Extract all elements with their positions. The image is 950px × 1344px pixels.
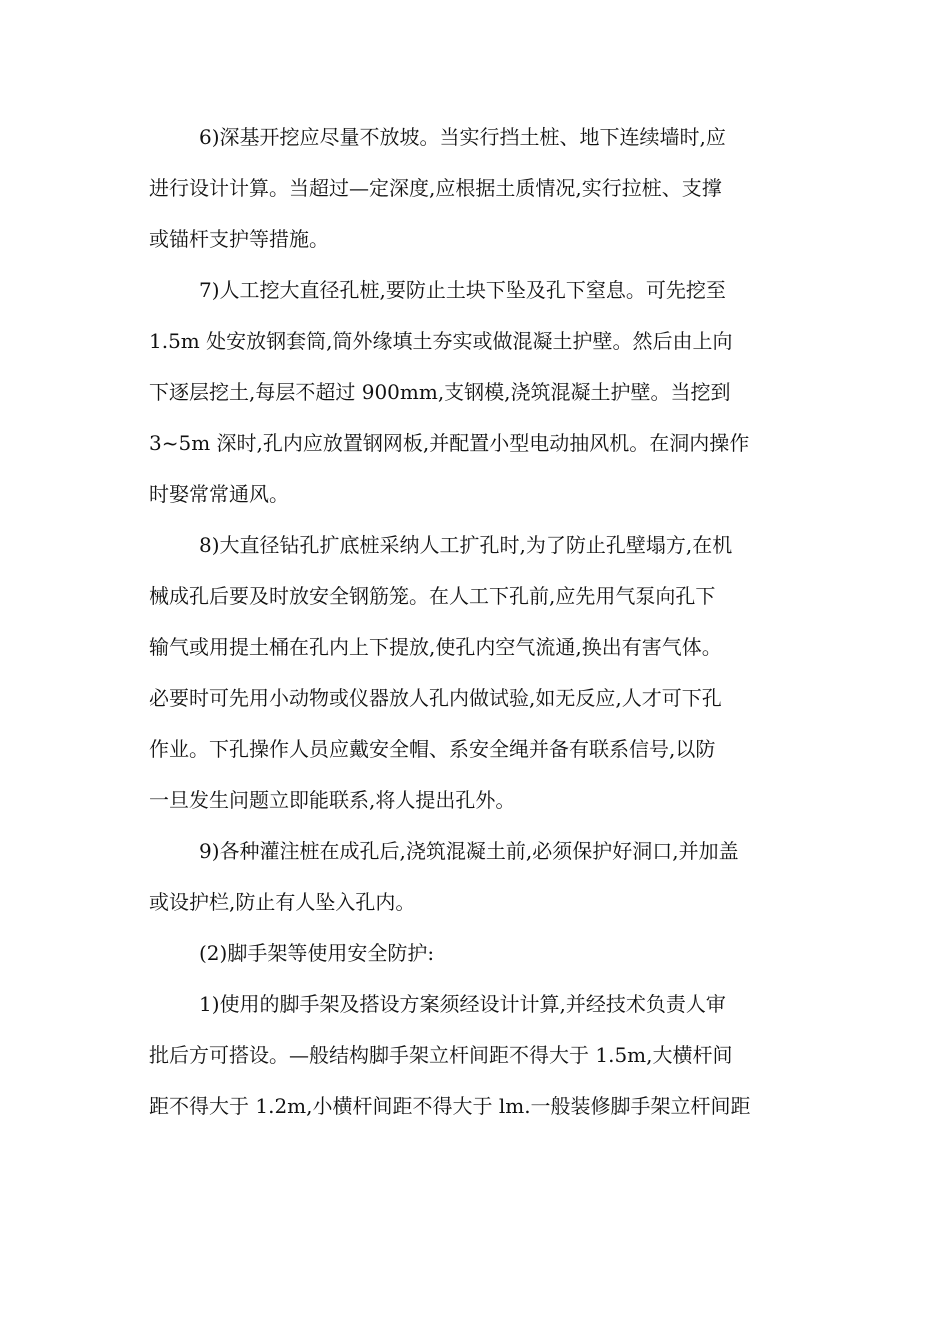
text-line: 批后方可搭设。—般结构脚手架立杆间距不得大于 1.5m,大横杆间 [149, 1043, 733, 1067]
text-line: 时娶常常通风。 [149, 482, 289, 506]
paragraph-first-line: 8)大直径钻孔扩底桩采纳人工扩孔时,为了防止孔壁塌方,在机 [199, 533, 733, 557]
text-line: 械成孔后要及时放安全钢筋笼。在人工下孔前,应先用气泵向孔下 [149, 584, 716, 608]
text-line: 1.5m 处安放钢套筒,筒外缘填土夯实或做混凝土护壁。然后由上向 [149, 329, 733, 353]
text-line: 必要时可先用小动物或仪器放人孔内做试验,如无反应,人才可下孔 [149, 686, 722, 710]
text-line: 或设护栏,防止有人坠入孔内。 [149, 890, 416, 914]
paragraph-first-line: 7)人工挖大直径孔桩,要防止土块下坠及孔下窒息。可先挖至 [199, 278, 726, 302]
paragraph-first-line: 9)各种灌注桩在成孔后,浇筑混凝土前,必须保护好洞口,并加盖 [199, 839, 739, 863]
paragraph-first-line: (2)脚手架等使用安全防护: [199, 941, 435, 965]
paragraph-first-line: 6)深基开挖应尽量不放坡。当实行挡土桩、地下连续墙时,应 [199, 125, 726, 149]
text-line: 输气或用提土桶在孔内上下提放,使孔内空气流通,换出有害气体。 [149, 635, 722, 659]
text-line: 作业。下孔操作人员应戴安全帽、系安全绳并备有联系信号,以防 [149, 737, 716, 761]
document-body [149, 112, 799, 1132]
text-line: 进行设计计算。当超过—定深度,应根据土质情况,实行拉桩、支撑 [149, 176, 722, 200]
paragraph-first-line: 1)使用的脚手架及搭设方案须经设计计算,并经技术负责人审 [199, 992, 726, 1016]
text-line: 距不得大于 1.2m,小横杆间距不得大于 lm.一般装修脚手架立杆间距 [149, 1094, 751, 1118]
text-line: 下逐层挖土,每层不超过 900mm,支钢模,浇筑混凝土护壁。当挖到 [149, 380, 731, 404]
text-line: 或锚杆支护等措施。 [149, 227, 329, 251]
text-line: 一旦发生问题立即能联系,将人提出孔外。 [149, 788, 516, 812]
text-line: 3~5m 深时,孔内应放置钢网板,并配置小型电动抽风机。在洞内操作 [149, 431, 750, 455]
